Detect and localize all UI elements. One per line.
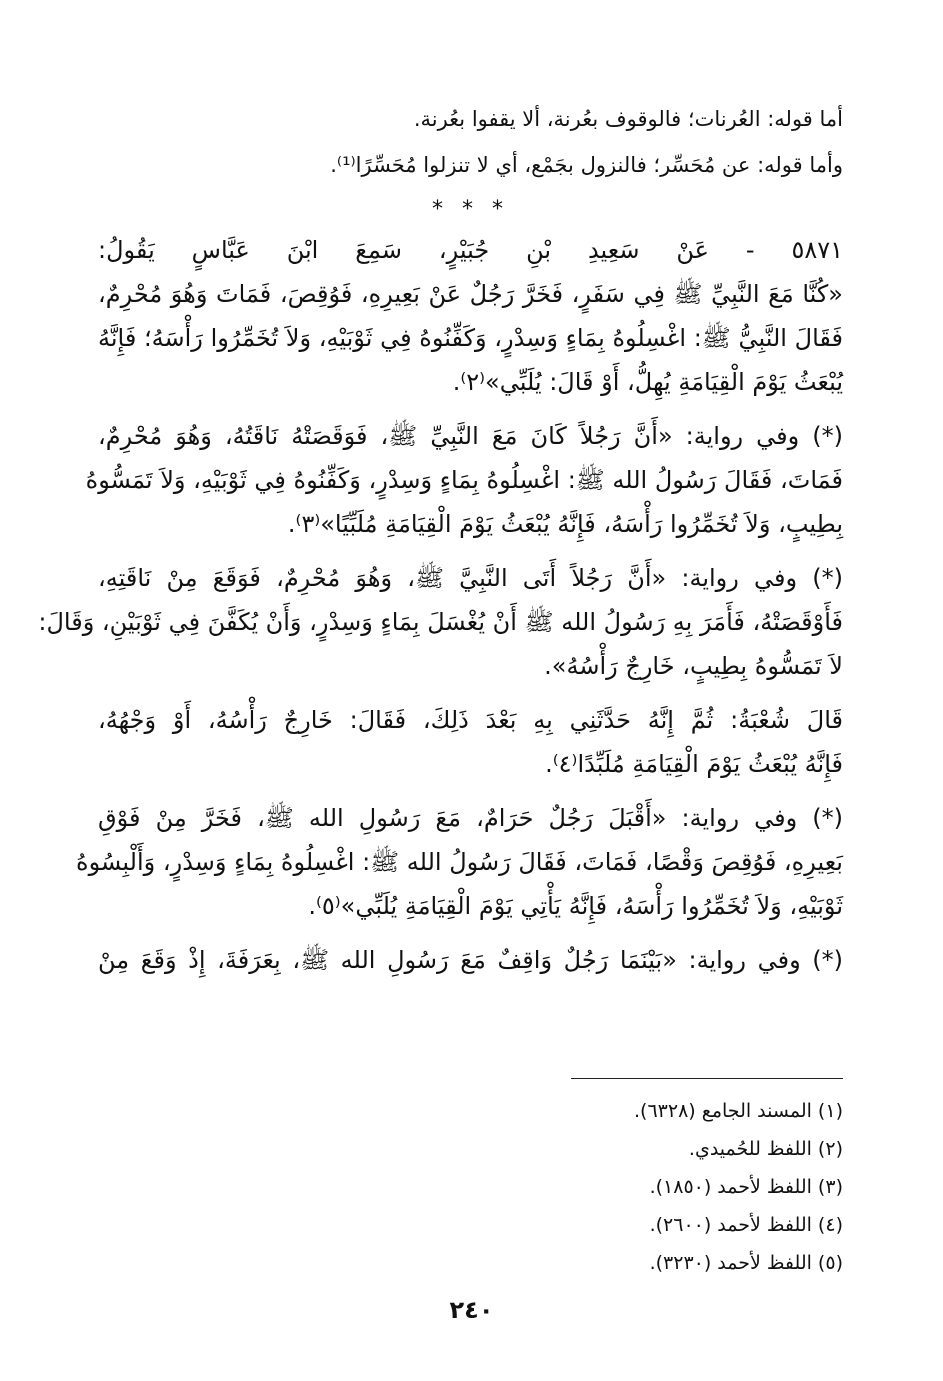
text-line: (*) وفي رواية: «أَقْبَلَ رَجُلٌ حَرَامٌ، مَعَ رَسُولِ الله ﷺ، فَخَرَّ مِنْ فَوْقِ	[98, 804, 843, 832]
narration-paragraph	[98, 938, 843, 982]
footnote: (٥) اللفظ لأحمد (٣٢٣٠).	[649, 1252, 843, 1274]
text-line: (*) وفي رواية: «أَنَّ رَجُلاً أَتَى النَّبِيَّ ﷺ، وَهُوَ مُحْرِمٌ، فَوَقَعَ مِنْ نَاقَتِهِ،	[98, 564, 843, 592]
footnote: (٢) اللفظ للحُميدي.	[688, 1138, 843, 1160]
text-line: (*) وفي رواية: «أَنَّ رَجُلاً كَانَ مَعَ النَّبِيِّ ﷺ، فَوَقَصَتْهُ نَاقَتُهُ، وَهُوَ مُحْرِمٌ،	[98, 422, 843, 450]
text-line: فَقَالَ النَّبِيُّ ﷺ: اغْسِلُوهُ بِمَاءٍ وَسِدْرٍ، وَكَفِّنُوهُ فِي ثَوْبَيْهِ، وَلاَ تُخَمِّرُوا رَأْسَهُ؛ فَإِنَّهُ	[98, 324, 843, 352]
narration-paragraph	[38, 556, 843, 688]
narration-paragraph	[76, 796, 843, 928]
intro-block	[98, 96, 843, 188]
text-line: (*) وفي رواية: «بَيْنَمَا رَجُلٌ وَاقِفٌ مَعَ رَسُولِ الله ﷺ، بِعَرَفَةَ، إِذْ وَقَعَ مِنْ	[98, 946, 843, 974]
text-line: ٥٨٧١ - عَنْ سَعِيدِ بْنِ جُبَيْرٍ، سَمِعَ ابْنَ عَبَّاسٍ يَقُولُ:	[98, 236, 843, 264]
text-line: «كُنَّا مَعَ النَّبِيِّ ﷺ فِي سَفَرٍ، فَخَرَّ رَجُلٌ عَنْ بَعِيرِهِ، فَوُقِصَ، فَمَاتَ وَهُوَ مُحْرِمٌ،	[98, 280, 843, 308]
text-line: فَأَوْقَصَتْهُ، فَأَمَرَ بِهِ رَسُولُ الله ﷺ أَنْ يُغْسَلَ بِمَاءٍ وَسِدْرٍ، وَأَنْ يُكَفَّنَ فِي ثَوْبَيْنِ، وَقَالَ:	[38, 608, 843, 636]
text-line: فَإِنَّهُ يُبْعَثُ يَوْمَ الْقِيَامَةِ مُلَبِّدًا⁽٤⁾.	[545, 750, 843, 778]
narration-paragraph	[85, 414, 843, 546]
narration-paragraph	[98, 698, 843, 786]
text-line: بِطِيبٍ، وَلاَ تُخَمِّرُوا رَأْسَهُ، فَإِنَّهُ يُبْعَثُ يَوْمَ الْقِيَامَةِ مُلَبِّيًا»⁽٣⁾.	[287, 510, 843, 538]
text-line: لاَ تَمَسُّوهُ بِطِيبٍ، خَارِجٌ رَأْسُهُ».	[544, 652, 843, 680]
text-line: ثَوْبَيْهِ، وَلاَ تُخَمِّرُوا رَأْسَهُ، فَإِنَّهُ يَأْتِي يَوْمَ الْقِيَامَةِ يُلَبِّي»⁽٥⁾.	[308, 892, 843, 920]
footnote-divider	[571, 1078, 843, 1079]
page-number: ٢٤٠	[449, 1296, 494, 1324]
hadith-paragraph	[98, 228, 843, 404]
section-separator: * * *	[432, 197, 509, 222]
text-line: فَمَاتَ، فَقَالَ رَسُولُ الله ﷺ: اغْسِلُوهُ بِمَاءٍ وَسِدْرٍ، وَكَفِّنُوهُ فِي ثَوْبَيْهِ، وَلاَ تَمَسُّوهُ	[85, 466, 843, 494]
footnote: (٤) اللفظ لأحمد (٢٦٠٠).	[649, 1214, 843, 1236]
footnote: (١) المسند الجامع (٦٣٢٨).	[634, 1100, 843, 1122]
hadith-body	[38, 228, 843, 982]
intro-line: أما قوله: العُرنات؛ فالوقوف بعُرنة، ألا يقفوا بعُرنة.	[413, 107, 843, 131]
text-line: يُبْعَثُ يَوْمَ الْقِيَامَةِ يُهِلُّ، أَوْ قَالَ: يُلَبِّي»⁽٢⁾.	[452, 368, 843, 396]
footnotes	[634, 1092, 843, 1282]
text-line: بَعِيرِهِ، فَوُقِصَ وَقْصًا، فَمَاتَ، فَقَالَ رَسُولُ الله ﷺ: اغْسِلُوهُ بِمَاءٍ وَسِدْرٍ، وَأَلْبِسُوهُ	[76, 848, 843, 876]
footnote: (٣) اللفظ لأحمد (١٨٥٠).	[649, 1176, 843, 1198]
intro-line: وأما قوله: عن مُحَسِّر؛ فالنزول بجَمْع، أي لا تنزلوا مُحَسِّرًا⁽¹⁾.	[330, 153, 843, 177]
text-line: قَالَ شُعْبَةُ: ثُمَّ إِنَّهُ حَدَّثَنِي بِهِ بَعْدَ ذَلِكَ، فَقَالَ: خَارِجٌ رَأْسُهُ، أَوْ وَجْهُهُ،	[98, 706, 843, 734]
